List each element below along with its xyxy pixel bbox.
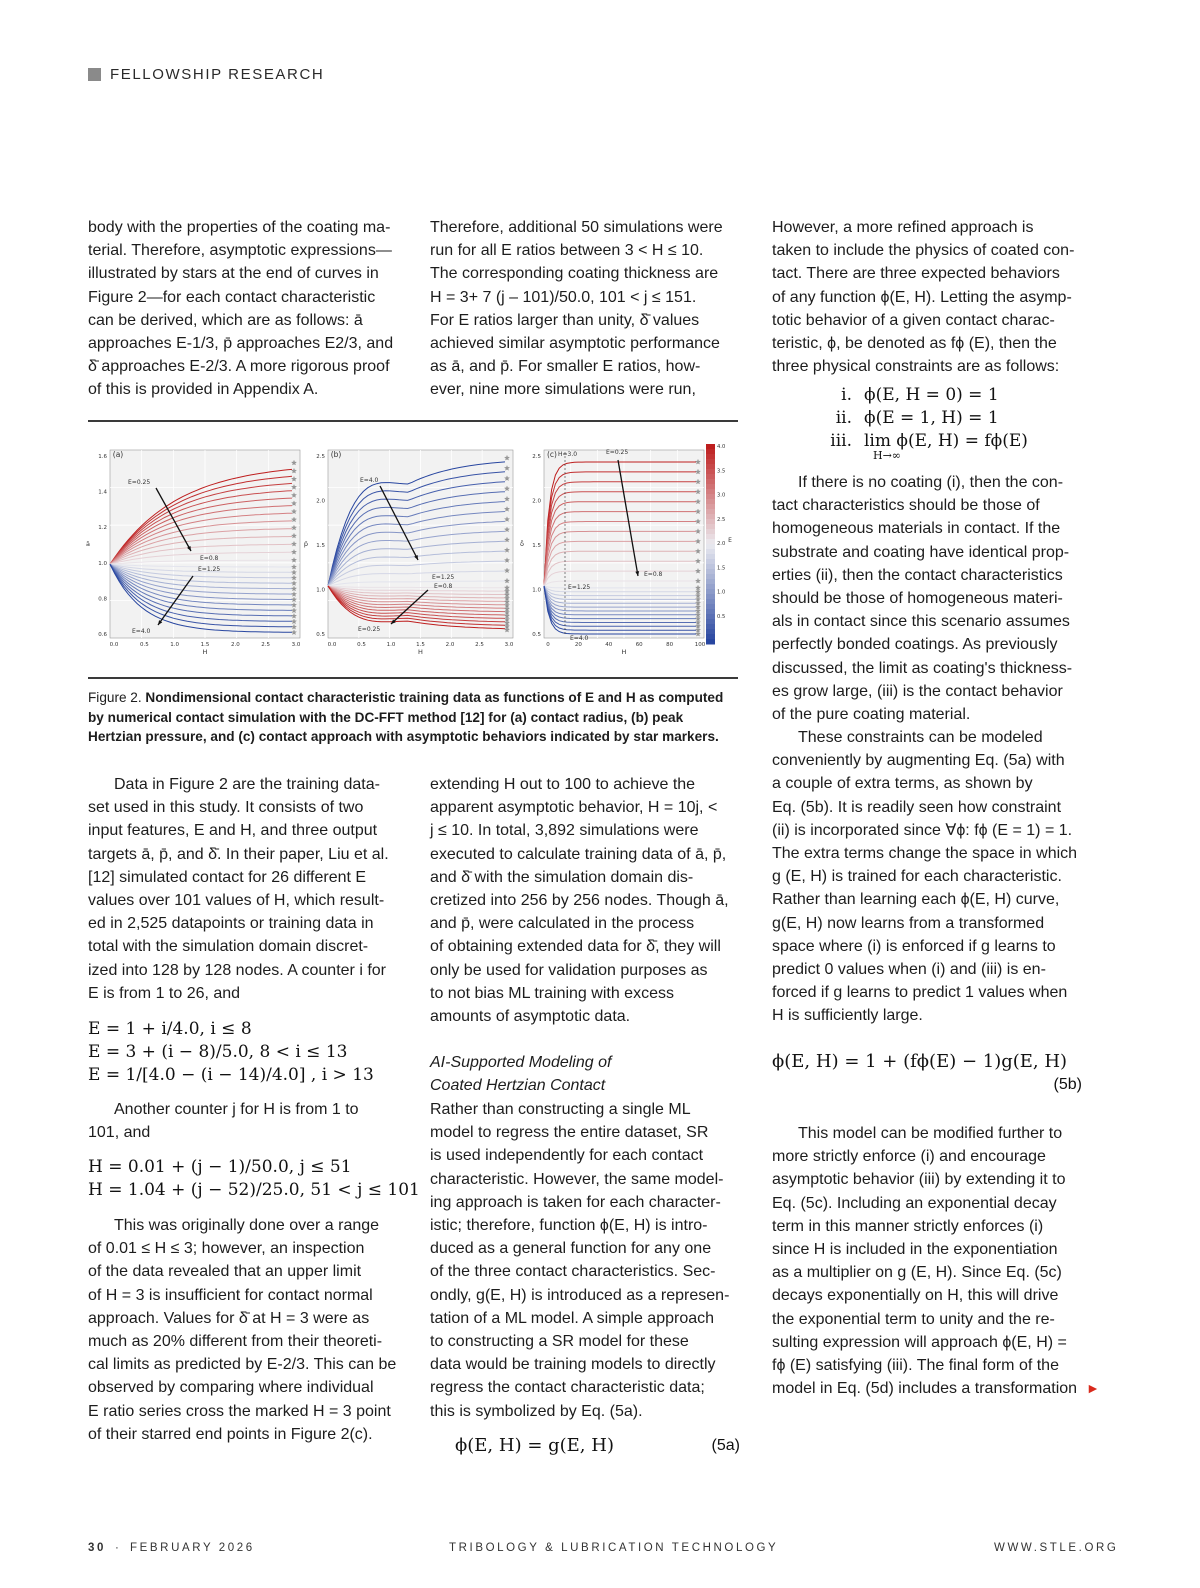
text-line: [12] simulated contact for 26 different E bbox=[88, 868, 367, 886]
text-line: targets ā, p̄, and δ̄. In their paper, Liu et al. bbox=[88, 845, 389, 863]
x-tick-label: 40 bbox=[605, 642, 613, 648]
text-line: duced as a general function for any one bbox=[430, 1240, 712, 1258]
col2-top bbox=[430, 216, 750, 402]
annotation-label: E=0.25 bbox=[128, 479, 151, 486]
x-tick-label: 60 bbox=[635, 642, 643, 648]
text-line: model to regress the entire dataset, SR bbox=[430, 1124, 709, 1142]
text-line: achieved similar asymptotic performance bbox=[430, 335, 720, 353]
colorbar-tick: 1.5 bbox=[717, 565, 726, 572]
equation-E bbox=[88, 1018, 408, 1087]
text-line: conveniently by augmenting Eq. (5a) with bbox=[772, 752, 1065, 770]
text-line: erties (ii), then the contact characteristics bbox=[772, 566, 1063, 584]
text-line: homogeneous materials in contact. If the bbox=[772, 520, 1061, 538]
panel-c bbox=[520, 449, 706, 656]
text-line: of any function ϕ(E, H). Letting the asymp- bbox=[772, 288, 1072, 306]
colorbar-segment bbox=[706, 564, 715, 570]
text-line: total with the simulation domain discret- bbox=[88, 938, 369, 956]
text-line: ing approach is taken for each character- bbox=[430, 1193, 721, 1211]
text-line: extending H out to 100 to achieve the bbox=[430, 776, 696, 793]
colorbar-tick: 4.0 bbox=[717, 444, 726, 450]
text-line: j ≤ 10. In total, 3,892 simulations were bbox=[430, 822, 699, 840]
text-line: since H is included in the exponentiation bbox=[772, 1241, 1058, 1259]
col2-para-c bbox=[430, 1098, 750, 1423]
footer-url: WWW.STLE.ORG bbox=[994, 1542, 1119, 1554]
col2-para-b bbox=[430, 773, 750, 1028]
text-line: als in contact since this scenario assumes bbox=[772, 613, 1070, 631]
text-line: illustrated by stars at the end of curves in bbox=[88, 265, 379, 283]
constraint-1: i. ϕ(E, H = 0) = 1 bbox=[841, 385, 999, 405]
y-tick-label: 2.5 bbox=[532, 454, 541, 460]
text-line: Coated Hertzian Contact bbox=[430, 1077, 606, 1095]
text-line: more strictly enforce (i) and encourage bbox=[772, 1148, 1046, 1166]
colorbar-tick: 2.0 bbox=[717, 541, 726, 548]
colorbar-tick: 2.5 bbox=[717, 516, 726, 523]
text-line: amounts of asymptotic data. bbox=[430, 1008, 631, 1026]
text-line: ever, nine more simulations were run, bbox=[430, 381, 696, 399]
equation-5b: ϕ(E, H) = 1 + (fϕ(E) − 1)g(E, H) (5b) bbox=[772, 1051, 1082, 1093]
x-tick-label: 3.0 bbox=[504, 642, 514, 648]
colorbar-segment bbox=[706, 639, 715, 645]
text-line: perfectly bonded coatings. As previously bbox=[772, 636, 1058, 654]
x-tick-label: 2.0 bbox=[230, 642, 240, 648]
colorbar-segment bbox=[706, 544, 715, 550]
text-line: apparent asymptotic behavior, H = 10j, < bbox=[430, 799, 718, 817]
y-tick-label: 0.5 bbox=[532, 632, 541, 638]
text-line: 101, and bbox=[88, 1124, 151, 1142]
colorbar-segment bbox=[706, 459, 715, 465]
text-line: is used independently for each contact bbox=[430, 1147, 704, 1165]
colorbar-segment bbox=[706, 629, 715, 635]
text-line: the exponential term to unity and the re- bbox=[772, 1310, 1055, 1328]
annotation-label: E=0.8 bbox=[200, 555, 219, 562]
text-line: space where (i) is enforced if g learns to bbox=[772, 937, 1056, 955]
text-line: taken to include the physics of coated con- bbox=[772, 242, 1075, 260]
text-line: body with the properties of the coating ma- bbox=[88, 219, 391, 236]
text-line: substrate and coating have identical prop- bbox=[772, 543, 1070, 561]
text-line: es grow large, (iii) is the contact behavior bbox=[772, 682, 1063, 700]
text-line: cretized into 256 by 256 nodes. Though ā, bbox=[430, 892, 729, 910]
col1-para-c bbox=[88, 1098, 408, 1144]
colorbar-segment bbox=[706, 634, 715, 640]
colorbar-segment bbox=[706, 529, 715, 535]
text-line: term in this manner strictly enforces (i) bbox=[772, 1217, 1044, 1235]
colorbar-tick: 1.0 bbox=[717, 589, 726, 596]
annotation-label: E=0.25 bbox=[606, 449, 629, 456]
x-axis-label: H bbox=[621, 648, 627, 656]
text-line: of the three contact characteristics. Sec- bbox=[430, 1263, 716, 1281]
text-line: to constructing a SR model for these bbox=[430, 1333, 689, 1351]
x-tick-label: 1.0 bbox=[386, 642, 396, 648]
text-line: (ii) is incorporated since ∀ϕ: fϕ (E = 1) = 1. bbox=[772, 821, 1073, 839]
col3-para-a bbox=[772, 216, 1102, 378]
text-line: δ̄ approaches E-2/3. A more rigorous proof bbox=[88, 358, 390, 376]
text-line: characteristic. However, the same model- bbox=[430, 1170, 724, 1188]
colorbar-segment bbox=[706, 574, 715, 580]
equation-H bbox=[88, 1156, 420, 1202]
panel-label: (c) bbox=[547, 450, 557, 459]
text-line: Rather than constructing a single ML bbox=[430, 1101, 691, 1118]
colorbar-segment bbox=[706, 534, 715, 540]
annotation-label: E=4.0 bbox=[132, 628, 151, 635]
text-line: of this is provided in Appendix A. bbox=[88, 381, 319, 399]
text-line: observed by comparing where individual bbox=[88, 1379, 374, 1397]
x-tick-label: 1.5 bbox=[416, 642, 425, 648]
colorbar-segment bbox=[706, 464, 715, 470]
text-line: can be derived, which are as follows: ā bbox=[88, 311, 363, 329]
text-line: discussed, the limit as coating's thickness- bbox=[772, 659, 1073, 677]
text-line: should be those of homogeneous materi- bbox=[772, 590, 1063, 608]
text-line: values over 101 values of H, which result- bbox=[88, 892, 385, 910]
colorbar-segment bbox=[706, 444, 715, 450]
colorbar-segment bbox=[706, 454, 715, 460]
colorbar-segment bbox=[706, 584, 715, 590]
colorbar-segment bbox=[706, 509, 715, 515]
text-line: Rather than learning each ϕ(E, H) curve, bbox=[772, 891, 1060, 909]
colorbar-label: E bbox=[728, 537, 732, 544]
text-line: terial. Therefore, asymptotic expressions— bbox=[88, 242, 392, 260]
text-line: E ratio series cross the marked H = 3 point bbox=[88, 1402, 391, 1420]
colorbar-segment bbox=[706, 579, 715, 585]
y-tick-label: 1.0 bbox=[316, 587, 325, 594]
figure-2 bbox=[88, 438, 738, 668]
y-tick-label: 1.2 bbox=[98, 525, 107, 532]
text-line: E = 1/[4.0 − (i − 14)/4.0] , i > 13 bbox=[88, 1065, 374, 1085]
panel-a bbox=[86, 450, 301, 656]
annotation-label: E=4.0 bbox=[570, 635, 589, 642]
y-axis-label: p̄ bbox=[303, 540, 309, 548]
colorbar-segment bbox=[706, 494, 715, 500]
text-line: The extra terms change the space in which bbox=[772, 845, 1078, 863]
x-axis-label: H bbox=[418, 648, 423, 656]
continue-marker: ► bbox=[1086, 1380, 1100, 1396]
annotation-label: E=0.25 bbox=[358, 626, 381, 633]
y-tick-label: 1.4 bbox=[98, 489, 107, 496]
text-line: teristic, ϕ, be denoted as fϕ (E), then the bbox=[772, 335, 1057, 353]
text-line: sulting expression will approach ϕ(E, H) = bbox=[772, 1333, 1067, 1351]
y-tick-label: 1.0 bbox=[98, 560, 107, 567]
text-line: However, a more refined approach is bbox=[772, 219, 1034, 236]
figure-caption: Figure 2. Nondimensional contact characteristic training data as functions of E and H as computed by numerical contact simulation with the DC-FFT method [12] for (a) contact radius, (b) peak Hertzian pressure, and (c) contact approach with asymptotic behaviors indicated by star markers. bbox=[88, 690, 724, 744]
text-line: ized into 128 by 128 nodes. A counter i for bbox=[88, 961, 386, 979]
text-line: The corresponding coating thickness are bbox=[430, 265, 719, 283]
annotation-label: E=0.8 bbox=[644, 571, 663, 578]
section-title: FELLOWSHIP RESEARCH bbox=[110, 66, 325, 83]
text-line: AI-Supported Modeling of bbox=[430, 1054, 612, 1071]
y-tick-label: 0.5 bbox=[316, 632, 325, 638]
text-line: Data in Figure 2 are the training data- bbox=[114, 776, 380, 793]
colorbar-segment bbox=[706, 524, 715, 530]
y-tick-label: 0.8 bbox=[98, 596, 107, 603]
y-tick-label: 1.5 bbox=[532, 543, 541, 549]
text-line: ondly, g(E, H) is introduced as a represen- bbox=[430, 1286, 730, 1304]
text-line: Figure 2—for each contact characteristic bbox=[88, 288, 376, 306]
panel-b bbox=[304, 450, 514, 656]
text-line: regress the contact characteristic data; bbox=[430, 1379, 705, 1397]
text-line: data would be training models to directly bbox=[430, 1356, 716, 1374]
text-line: These constraints can be modeled bbox=[798, 729, 1043, 746]
y-tick-label: 2.5 bbox=[316, 454, 325, 460]
text-line: tation of a ML model. A simple approach bbox=[430, 1309, 715, 1327]
colorbar-segment bbox=[706, 609, 715, 615]
text-line: a couple of extra terms, as shown by bbox=[772, 775, 1033, 793]
annotation-label: E=0.8 bbox=[434, 583, 453, 590]
x-tick-label: 0.5 bbox=[139, 642, 149, 648]
colorbar-segment bbox=[706, 569, 715, 575]
colorbar-segment bbox=[706, 514, 715, 520]
x-tick-label: 0.0 bbox=[327, 642, 337, 648]
x-tick-label: 2.5 bbox=[261, 642, 271, 648]
colorbar-segment bbox=[706, 554, 715, 560]
colorbar-segment bbox=[706, 624, 715, 630]
constraints-list bbox=[810, 384, 1110, 462]
panel-label: (a) bbox=[112, 450, 124, 459]
text-line: g(E, H) now learns from a transformed bbox=[772, 914, 1045, 932]
text-line: H = 3+ 7 (j – 101)/50.0, 101 < j ≤ 151. bbox=[430, 288, 697, 306]
text-line: cal limits as predicted by E-2/3. This can be bbox=[88, 1356, 397, 1374]
text-line: Eq. (5b). It is readily seen how constraint bbox=[772, 798, 1062, 816]
text-line: H = 1.04 + (j − 52)/25.0, 51 < j ≤ 101 bbox=[88, 1180, 420, 1200]
annotation-label: E=4.0 bbox=[360, 477, 379, 484]
y-tick-label: 2.0 bbox=[316, 498, 325, 505]
y-tick-label: 1.0 bbox=[532, 587, 541, 594]
colorbar-segment bbox=[706, 614, 715, 620]
x-tick-label: 0 bbox=[546, 642, 550, 648]
text-line: Eq. (5c). Including an exponential decay bbox=[772, 1194, 1057, 1212]
colorbar-tick: 3.5 bbox=[717, 468, 726, 475]
x-tick-label: 0.5 bbox=[357, 642, 366, 648]
colorbar-segment bbox=[706, 474, 715, 480]
annotation-label: E=1.25 bbox=[432, 574, 455, 581]
colorbar-segment bbox=[706, 594, 715, 600]
footer-sep: · bbox=[115, 1542, 122, 1554]
colorbar-segment bbox=[706, 504, 715, 510]
section-marker bbox=[88, 68, 101, 81]
text-line: H is sufficiently large. bbox=[772, 1007, 923, 1025]
text-line: only be used for validation purposes as bbox=[430, 961, 708, 979]
text-line: H = 0.01 + (j − 1)/50.0, j ≤ 51 bbox=[88, 1157, 352, 1177]
figure-bottom-rule bbox=[88, 677, 738, 679]
colorbar-segment bbox=[706, 499, 715, 505]
text-line: forced if g learns to predict 1 values when bbox=[772, 984, 1068, 1002]
y-axis-label: ā bbox=[86, 540, 90, 548]
col3-para-d bbox=[772, 1122, 1102, 1400]
colorbar-segment bbox=[706, 559, 715, 565]
colorbar-segment bbox=[706, 519, 715, 525]
text-line: of H = 3 is insufficient for contact normal bbox=[88, 1286, 373, 1304]
text-line: set used in this study. It consists of two bbox=[88, 799, 364, 817]
constraint-2: ii. ϕ(E = 1, H) = 1 bbox=[835, 408, 999, 428]
col1-top bbox=[88, 216, 408, 402]
y-tick-label: 2.0 bbox=[532, 498, 541, 505]
col3-para-b bbox=[772, 471, 1102, 726]
text-line: much as 20% different from their theoreti- bbox=[88, 1333, 383, 1351]
colorbar-tick: 3.0 bbox=[717, 492, 726, 499]
colorbar-segment bbox=[706, 489, 715, 495]
annotation-label: H=3.0 bbox=[558, 451, 578, 458]
y-axis-label: δ̄ bbox=[520, 540, 524, 548]
x-tick-label: 20 bbox=[574, 642, 582, 648]
text-line: Therefore, additional 50 simulations were bbox=[430, 219, 723, 236]
x-tick-label: 1.0 bbox=[170, 642, 180, 648]
col3-para-c bbox=[772, 726, 1102, 1028]
x-tick-label: 0.0 bbox=[109, 642, 119, 648]
col1-para-b bbox=[88, 773, 408, 1005]
panel-label: (b) bbox=[330, 450, 342, 459]
colorbar-segment bbox=[706, 469, 715, 475]
colorbar-segment bbox=[706, 619, 715, 625]
text-line: predict 0 values when (i) and (iii) is en- bbox=[772, 961, 1046, 979]
text-line: three physical constraints are as follows: bbox=[772, 358, 1060, 376]
x-tick-label: 100 bbox=[694, 642, 706, 648]
x-tick-label: 1.5 bbox=[200, 642, 210, 648]
x-axis-label: H bbox=[202, 648, 208, 656]
subheading bbox=[430, 1051, 750, 1097]
text-line: as ā, and p̄. For smaller E ratios, how- bbox=[430, 358, 701, 376]
text-line: and δ̄ with the simulation domain dis- bbox=[430, 868, 694, 886]
text-line: asymptotic behavior (iii) by extending it to bbox=[772, 1171, 1066, 1189]
colorbar-segment bbox=[706, 599, 715, 605]
annotation-label: E=1.25 bbox=[568, 584, 591, 591]
figure-top-rule bbox=[88, 420, 738, 422]
section-header bbox=[88, 66, 324, 83]
text-line: input features, E and H, and three output bbox=[88, 822, 378, 840]
colorbar bbox=[706, 444, 732, 645]
x-tick-label: 3.0 bbox=[291, 642, 301, 648]
x-tick-label: 80 bbox=[666, 642, 674, 648]
text-line: of their starred end points in Figure 2(c). bbox=[88, 1425, 373, 1443]
text-line: istic; therefore, function ϕ(E, H) is intro- bbox=[430, 1217, 708, 1235]
colorbar-segment bbox=[706, 549, 715, 555]
footer-journal: TRIBOLOGY & LUBRICATION TECHNOLOGY bbox=[449, 1542, 779, 1554]
text-line: executed to calculate training data of ā, p̄, bbox=[430, 845, 727, 863]
text-line: If there is no coating (i), then the con- bbox=[798, 474, 1064, 491]
colorbar-segment bbox=[706, 539, 715, 545]
colorbar-segment bbox=[706, 479, 715, 485]
text-line: run for all E ratios between 3 < H ≤ 10. bbox=[430, 242, 704, 260]
text-line: decays exponentially on H, this will drive bbox=[772, 1287, 1059, 1305]
annotation-label: E=1.25 bbox=[198, 566, 221, 573]
text-line: approach. Values for δ̄ at H = 3 were as bbox=[88, 1309, 370, 1327]
text-line: this is symbolized by Eq. (5a). bbox=[430, 1402, 643, 1420]
text-line: This was originally done over a range bbox=[114, 1217, 380, 1234]
text-line: totic behavior of a given contact charac- bbox=[772, 311, 1055, 329]
text-line: and p̄, were calculated in the process bbox=[430, 915, 695, 933]
text-line: of 0.01 ≤ H ≤ 3; however, an inspection bbox=[88, 1240, 365, 1258]
text-line: This model can be modified further to bbox=[798, 1125, 1063, 1142]
text-line: as a multiplier on g (E, H). Since Eq. (5c) bbox=[772, 1264, 1062, 1282]
text-line: For E ratios larger than unity, δ̄ values bbox=[430, 311, 700, 329]
x-tick-label: 2.5 bbox=[475, 642, 484, 648]
footer-date: FEBRUARY 2026 bbox=[130, 1542, 255, 1554]
text-line: of the pure coating material. bbox=[772, 706, 971, 724]
colorbar-segment bbox=[706, 449, 715, 455]
colorbar-segment bbox=[706, 589, 715, 595]
text-line: of obtaining extended data for δ̄, they will bbox=[430, 938, 721, 956]
y-tick-label: 0.6 bbox=[98, 632, 107, 638]
footer-page: 30 bbox=[88, 1542, 106, 1554]
text-line: to not bias ML training with excess bbox=[430, 984, 674, 1002]
text-line: approaches E-1/3, p̄ approaches E2/3, and bbox=[88, 335, 394, 353]
constraint-3: iii. lim ϕ(E, H) = fϕ(E) bbox=[830, 431, 1028, 451]
text-line: of the data revealed that an upper limit bbox=[88, 1263, 362, 1281]
text-line: tact. There are three expected behaviors bbox=[772, 265, 1060, 283]
colorbar-segment bbox=[706, 484, 715, 490]
text-line: Another counter j for H is from 1 to bbox=[114, 1101, 359, 1118]
text-line: tact characteristics should be those of bbox=[772, 497, 1040, 515]
y-tick-label: 1.5 bbox=[316, 543, 325, 549]
x-tick-label: 2.0 bbox=[445, 642, 455, 648]
text-line: g (E, H) is trained for each characteristic. bbox=[772, 868, 1062, 886]
text-line: fϕ (E) satisfying (iii). The final form of the bbox=[772, 1357, 1059, 1375]
y-tick-label: 1.6 bbox=[98, 454, 107, 460]
text-line: ed in 2,525 datapoints or training data in bbox=[88, 915, 374, 933]
text-line: E = 1 + i/4.0, i ≤ 8 bbox=[88, 1019, 252, 1039]
colorbar-segment bbox=[706, 604, 715, 610]
equation-5a: ϕ(E, H) = g(E, H) (5a) bbox=[455, 1435, 740, 1456]
col1-para-d bbox=[88, 1214, 408, 1446]
text-line: E is from 1 to 26, and bbox=[88, 984, 241, 1002]
text-line: model in Eq. (5d) includes a transformation bbox=[772, 1380, 1078, 1398]
text-line: E = 3 + (i − 8)/5.0, 8 < i ≤ 13 bbox=[88, 1042, 348, 1062]
colorbar-tick: 0.5 bbox=[717, 614, 726, 620]
constraint-3-limit: H→∞ bbox=[873, 449, 901, 462]
